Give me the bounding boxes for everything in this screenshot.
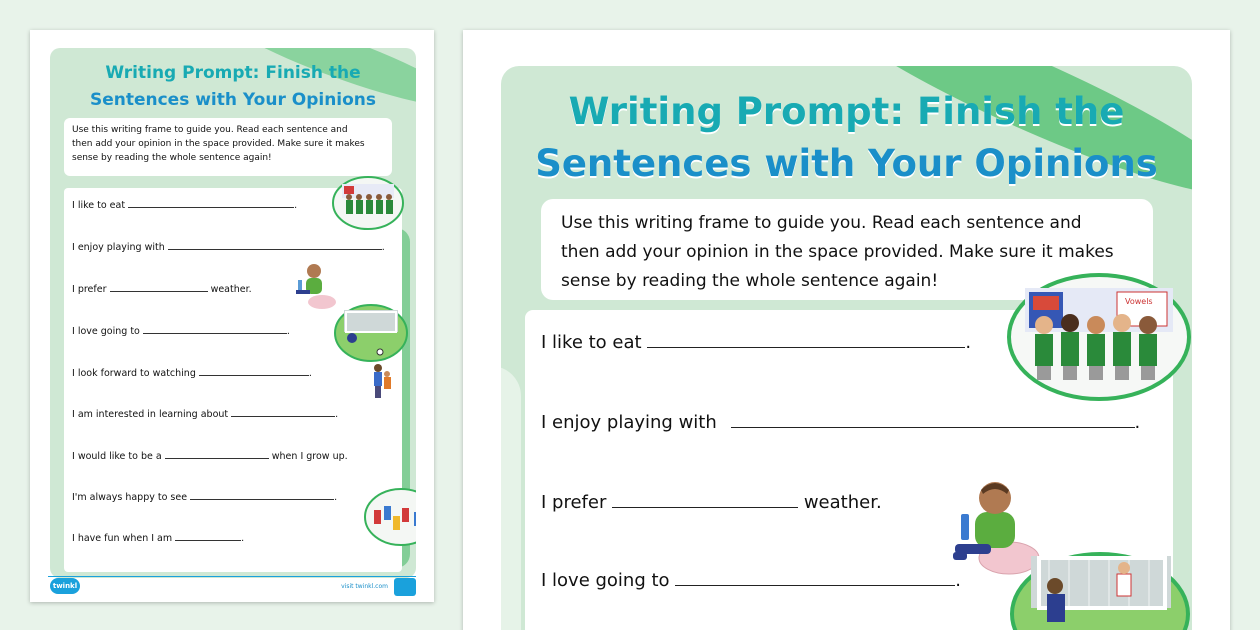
football-goal-illustration <box>334 304 408 362</box>
answer-blank[interactable] <box>199 366 309 376</box>
decorative-swoosh <box>501 366 521 630</box>
answer-blank[interactable] <box>165 449 269 459</box>
prompt-end: . <box>381 242 385 253</box>
answer-blank[interactable] <box>612 490 798 508</box>
board-vowels-label: Vowels <box>1125 297 1153 306</box>
zoom-panel <box>501 66 1192 630</box>
answer-blank[interactable] <box>168 240 382 250</box>
quality-badge-icon <box>394 578 416 596</box>
answer-blank[interactable] <box>647 330 965 348</box>
thumbnail-instructions <box>64 118 392 176</box>
prompt-end: weather. <box>210 284 252 295</box>
classroom-children-illustration <box>332 176 404 230</box>
prompt-end: . <box>965 332 972 353</box>
instructions-line: Use this writing frame to guide you. Read each sentence and <box>561 213 1082 233</box>
prompt-row <box>72 240 385 253</box>
prompt-row <box>541 490 882 513</box>
prompt-end: weather. <box>803 492 882 513</box>
worksheet-thumbnail <box>30 30 434 602</box>
thumbnail-writing-area <box>64 188 402 572</box>
prompt-end: . <box>241 533 245 544</box>
title-line-1: Writing Prompt: Finish the <box>105 63 361 83</box>
prompt-row <box>541 410 1140 433</box>
instructions-line: sense by reading the whole sentence again! <box>72 153 272 163</box>
prompt-row <box>72 449 348 462</box>
thumbnail-panel <box>50 48 416 578</box>
worksheet-zoom <box>463 30 1230 630</box>
answer-blank[interactable] <box>190 490 334 500</box>
prompt-text: I prefer <box>72 284 107 295</box>
prompt-row <box>72 282 252 295</box>
football-goal-illustration <box>1009 544 1191 630</box>
prompt-text: I enjoy playing with <box>72 242 165 253</box>
prompt-end: . <box>335 409 339 420</box>
prompt-text: I love going to <box>72 326 140 337</box>
prompt-text: I have fun when I am <box>72 533 173 544</box>
prompt-text: I am interested in learning about <box>72 409 229 420</box>
twinkl-logo: twinkl <box>50 578 80 594</box>
prompt-row <box>72 198 297 211</box>
prompt-end: . <box>286 326 290 337</box>
footer-url: visit twinkl.com <box>341 583 388 590</box>
prompt-row <box>72 407 338 420</box>
answer-blank[interactable] <box>731 410 1135 428</box>
answer-blank[interactable] <box>143 324 287 334</box>
classroom-children-illustration <box>1007 272 1191 402</box>
thumbnail-title <box>50 60 416 114</box>
title-line-2: Sentences with Your Opinions <box>89 90 377 110</box>
children-dancing-illustration <box>364 488 416 546</box>
prompt-text: I prefer <box>541 492 607 513</box>
prompt-row <box>72 531 244 544</box>
footer-rule <box>48 576 416 577</box>
prompt-text: I love going to <box>541 570 670 591</box>
prompt-text: I look forward to watching <box>72 368 196 379</box>
prompt-row <box>72 324 290 337</box>
prompt-end: . <box>955 570 962 591</box>
title-line-1: Writing Prompt: Finish the <box>568 90 1125 133</box>
instructions-line: then add your opinion in the space provided. Make sure it makes <box>72 139 365 149</box>
prompt-text: I like to eat <box>72 200 126 211</box>
boy-reading-tablet-illustration <box>292 260 338 312</box>
thumbnail-footer <box>30 578 434 602</box>
title-line-2: Sentences with Your Opinions <box>535 142 1158 185</box>
zoom-title <box>501 86 1192 190</box>
family-illustration <box>370 362 394 402</box>
prompt-row <box>72 366 312 379</box>
answer-blank[interactable] <box>175 531 241 541</box>
prompt-end: . <box>308 368 312 379</box>
prompt-row <box>541 330 971 353</box>
prompt-end: . <box>334 492 338 503</box>
prompt-text: I would like to be a <box>72 451 162 462</box>
prompt-end: . <box>1134 412 1141 433</box>
instructions-line: sense by reading the whole sentence again! <box>561 271 939 291</box>
answer-blank[interactable] <box>110 282 208 292</box>
prompt-row <box>541 568 961 591</box>
instructions-line: Use this writing frame to guide you. Read each sentence and <box>72 125 348 135</box>
answer-blank[interactable] <box>675 568 955 586</box>
family-illustration <box>414 402 416 446</box>
answer-blank[interactable] <box>128 198 294 208</box>
prompt-text: I'm always happy to see <box>72 492 188 503</box>
prompt-text: I enjoy playing with <box>541 412 717 433</box>
answer-blank[interactable] <box>231 407 335 417</box>
prompt-end: . <box>294 200 298 211</box>
instructions-line: then add your opinion in the space provided. Make sure it makes <box>561 242 1114 262</box>
prompt-text: I like to eat <box>541 332 642 353</box>
prompt-end: when I grow up. <box>271 451 348 462</box>
prompt-row <box>72 490 337 503</box>
